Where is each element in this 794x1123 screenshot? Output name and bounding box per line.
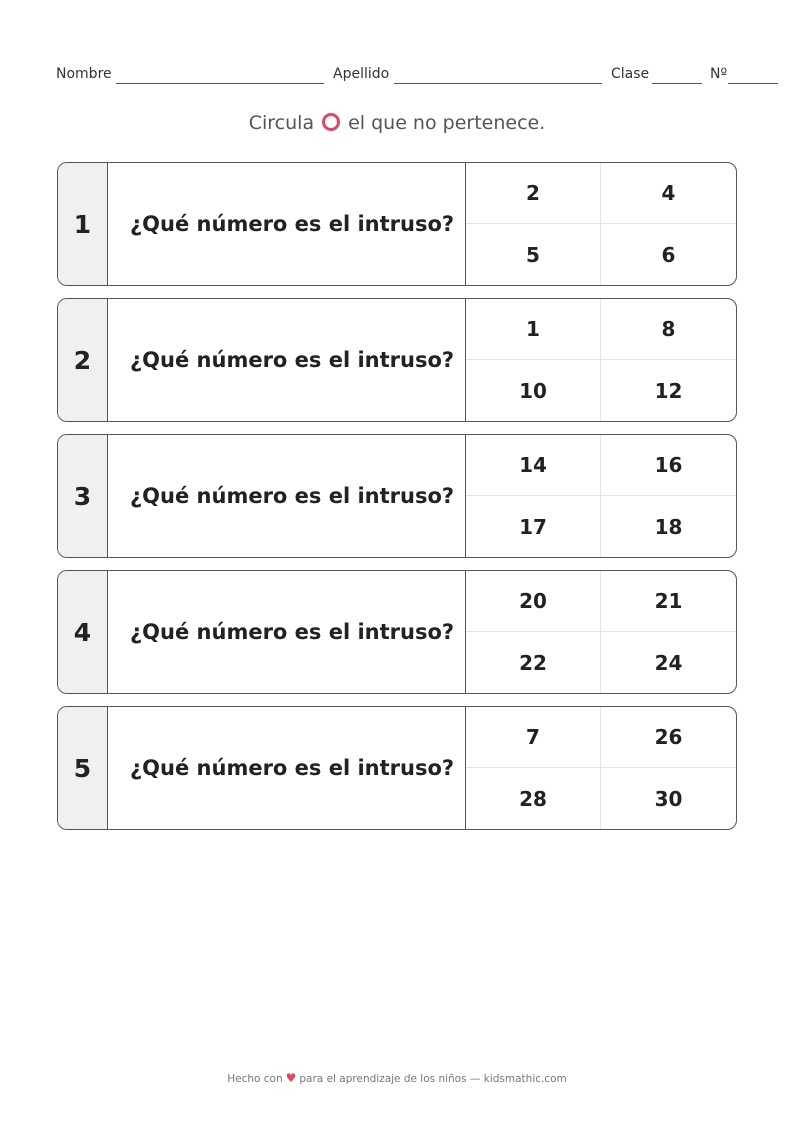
class-label: Clase (611, 66, 650, 82)
number-field[interactable] (728, 83, 778, 84)
answer-option[interactable]: 10 (466, 360, 601, 421)
answer-option[interactable]: 6 (661, 242, 676, 267)
instruction (0, 112, 794, 134)
exercise-row (57, 298, 737, 422)
answer-option[interactable]: 1 (466, 299, 601, 360)
answer-option[interactable]: 21 (601, 571, 736, 632)
exercise-question: ¿Qué número es el intruso? (108, 163, 466, 285)
footer (0, 1071, 794, 1085)
footer-text-before: Hecho con (227, 1073, 283, 1085)
answer-option[interactable]: 24 (654, 650, 683, 675)
surname-label: Apellido (333, 66, 390, 82)
exercise-number: 3 (58, 435, 108, 557)
name-field[interactable] (116, 83, 324, 84)
answer-options (466, 435, 736, 557)
exercise-number: 5 (58, 707, 108, 829)
exercise-question: ¿Qué número es el intruso? (108, 435, 466, 557)
answer-option[interactable]: 18 (654, 514, 683, 539)
exercise-row (57, 434, 737, 558)
answer-option[interactable]: 2 (466, 163, 601, 224)
answer-options (466, 571, 736, 693)
exercise-number: 1 (58, 163, 108, 285)
answer-option[interactable]: 20 (466, 571, 601, 632)
answer-option[interactable]: 30 (654, 786, 683, 811)
instruction-text-after: el que no pertenece. (348, 112, 546, 134)
ring-icon (322, 113, 340, 131)
surname-field[interactable] (394, 83, 602, 84)
answer-option[interactable]: 8 (601, 299, 736, 360)
name-label: Nombre (56, 66, 112, 82)
answer-options (466, 163, 736, 285)
answer-option[interactable]: 12 (654, 378, 683, 403)
instruction-text-before: Circula (248, 112, 315, 134)
exercise-row (57, 706, 737, 830)
heart-icon: ♥ (285, 1071, 297, 1085)
exercise-question: ¿Qué número es el intruso? (108, 707, 466, 829)
number-label: Nº (710, 66, 728, 82)
answer-option[interactable]: 16 (601, 435, 736, 496)
answer-option[interactable]: 5 (466, 224, 601, 285)
answer-option[interactable]: 22 (466, 632, 601, 693)
answer-option[interactable]: 17 (466, 496, 601, 557)
answer-options (466, 707, 736, 829)
exercise-number: 4 (58, 571, 108, 693)
answer-option[interactable]: 4 (601, 163, 736, 224)
exercise-row (57, 162, 737, 286)
exercise-list (57, 162, 737, 842)
answer-options (466, 299, 736, 421)
exercise-row (57, 570, 737, 694)
exercise-question: ¿Qué número es el intruso? (108, 299, 466, 421)
footer-text-after: para el aprendizaje de los niños — kidsmathic.com (299, 1073, 567, 1085)
answer-option[interactable]: 26 (601, 707, 736, 768)
answer-option[interactable]: 7 (466, 707, 601, 768)
answer-option[interactable]: 14 (466, 435, 601, 496)
answer-option[interactable]: 28 (466, 768, 601, 829)
class-field[interactable] (652, 83, 702, 84)
student-info-header (56, 66, 778, 88)
exercise-number: 2 (58, 299, 108, 421)
exercise-question: ¿Qué número es el intruso? (108, 571, 466, 693)
